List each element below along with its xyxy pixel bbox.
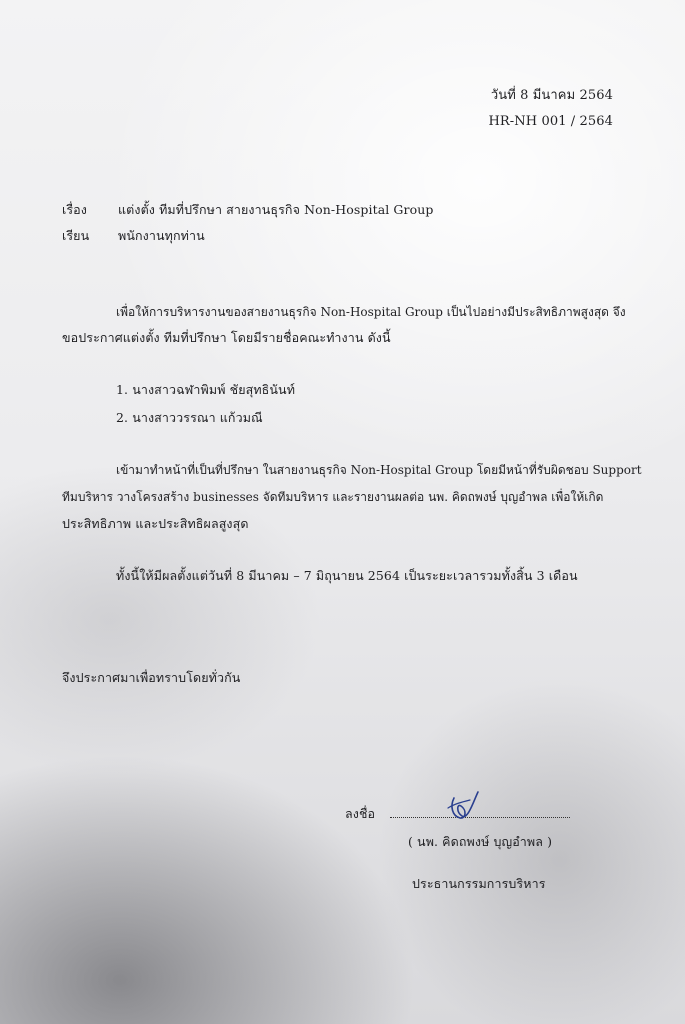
recipient-label: เรียน [62, 228, 90, 243]
signatory-name: ( นพ. คิดถพงษ์ บุญอำพล ) [408, 834, 553, 849]
paragraph-1-line-1: เพื่อให้การบริหารงานของสายงานธุรกิจ Non-Hospital Group เป็นไปอย่างมีประสิทธิภาพสูงสุด จึง [116, 305, 626, 319]
signature-line [390, 816, 570, 818]
paragraph-2-line-2: ทีมบริหาร วางโครงสร้าง businesses จัดทีมบริหาร และรายงานผลต่อ นพ. คิดถพงษ์ บุญอำพล เพื่อให้เกิด [62, 490, 604, 504]
signatory-position: ประธานกรรมการบริหาร [412, 876, 546, 891]
handwritten-signature [440, 786, 480, 826]
paragraph-2-line-1: เข้ามาทำหน้าที่เป็นที่ปรึกษา ในสายงานธุรกิจ Non-Hospital Group โดยมีหน้าที่รับผิดชอบ Support [116, 463, 642, 477]
member-item-2: 2. นางสาววรรณา แก้วมณี [116, 410, 263, 425]
subject-label: เรื่อง [62, 202, 87, 217]
closing-statement: จึงประกาศมาเพื่อทราบโดยทั่วกัน [62, 670, 241, 685]
document-date: วันที่ 8 มีนาคม 2564 [490, 88, 613, 103]
paragraph-1-line-2: ขอประกาศแต่งตั้ง ทีมที่ปรึกษา โดยมีรายชื่อคณะทำงาน ดังนี้ [62, 330, 391, 345]
member-item-1: 1. นางสาวฉฬาพิมพ์ ชัยสุทธินันท์ [116, 382, 296, 397]
signature-label: ลงชื่อ [345, 806, 376, 821]
document-reference-number: HR-NH 001 / 2564 [488, 114, 613, 129]
paragraph-2-line-3: ประสิทธิภาพ และประสิทธิผลสูงสุด [62, 516, 249, 531]
subject-text: แต่งตั้ง ทีมที่ปรึกษา สายงานธุรกิจ Non-Hospital Group [118, 202, 434, 217]
paragraph-3-effective-period: ทั้งนี้ให้มีผลตั้งแต่วันที่ 8 มีนาคม – 7 มิถุนายน 2564 เป็นระยะเวลารวมทั้งสิ้น 3 เดือน [116, 568, 578, 583]
recipient-text: พนักงานทุกท่าน [118, 228, 205, 243]
